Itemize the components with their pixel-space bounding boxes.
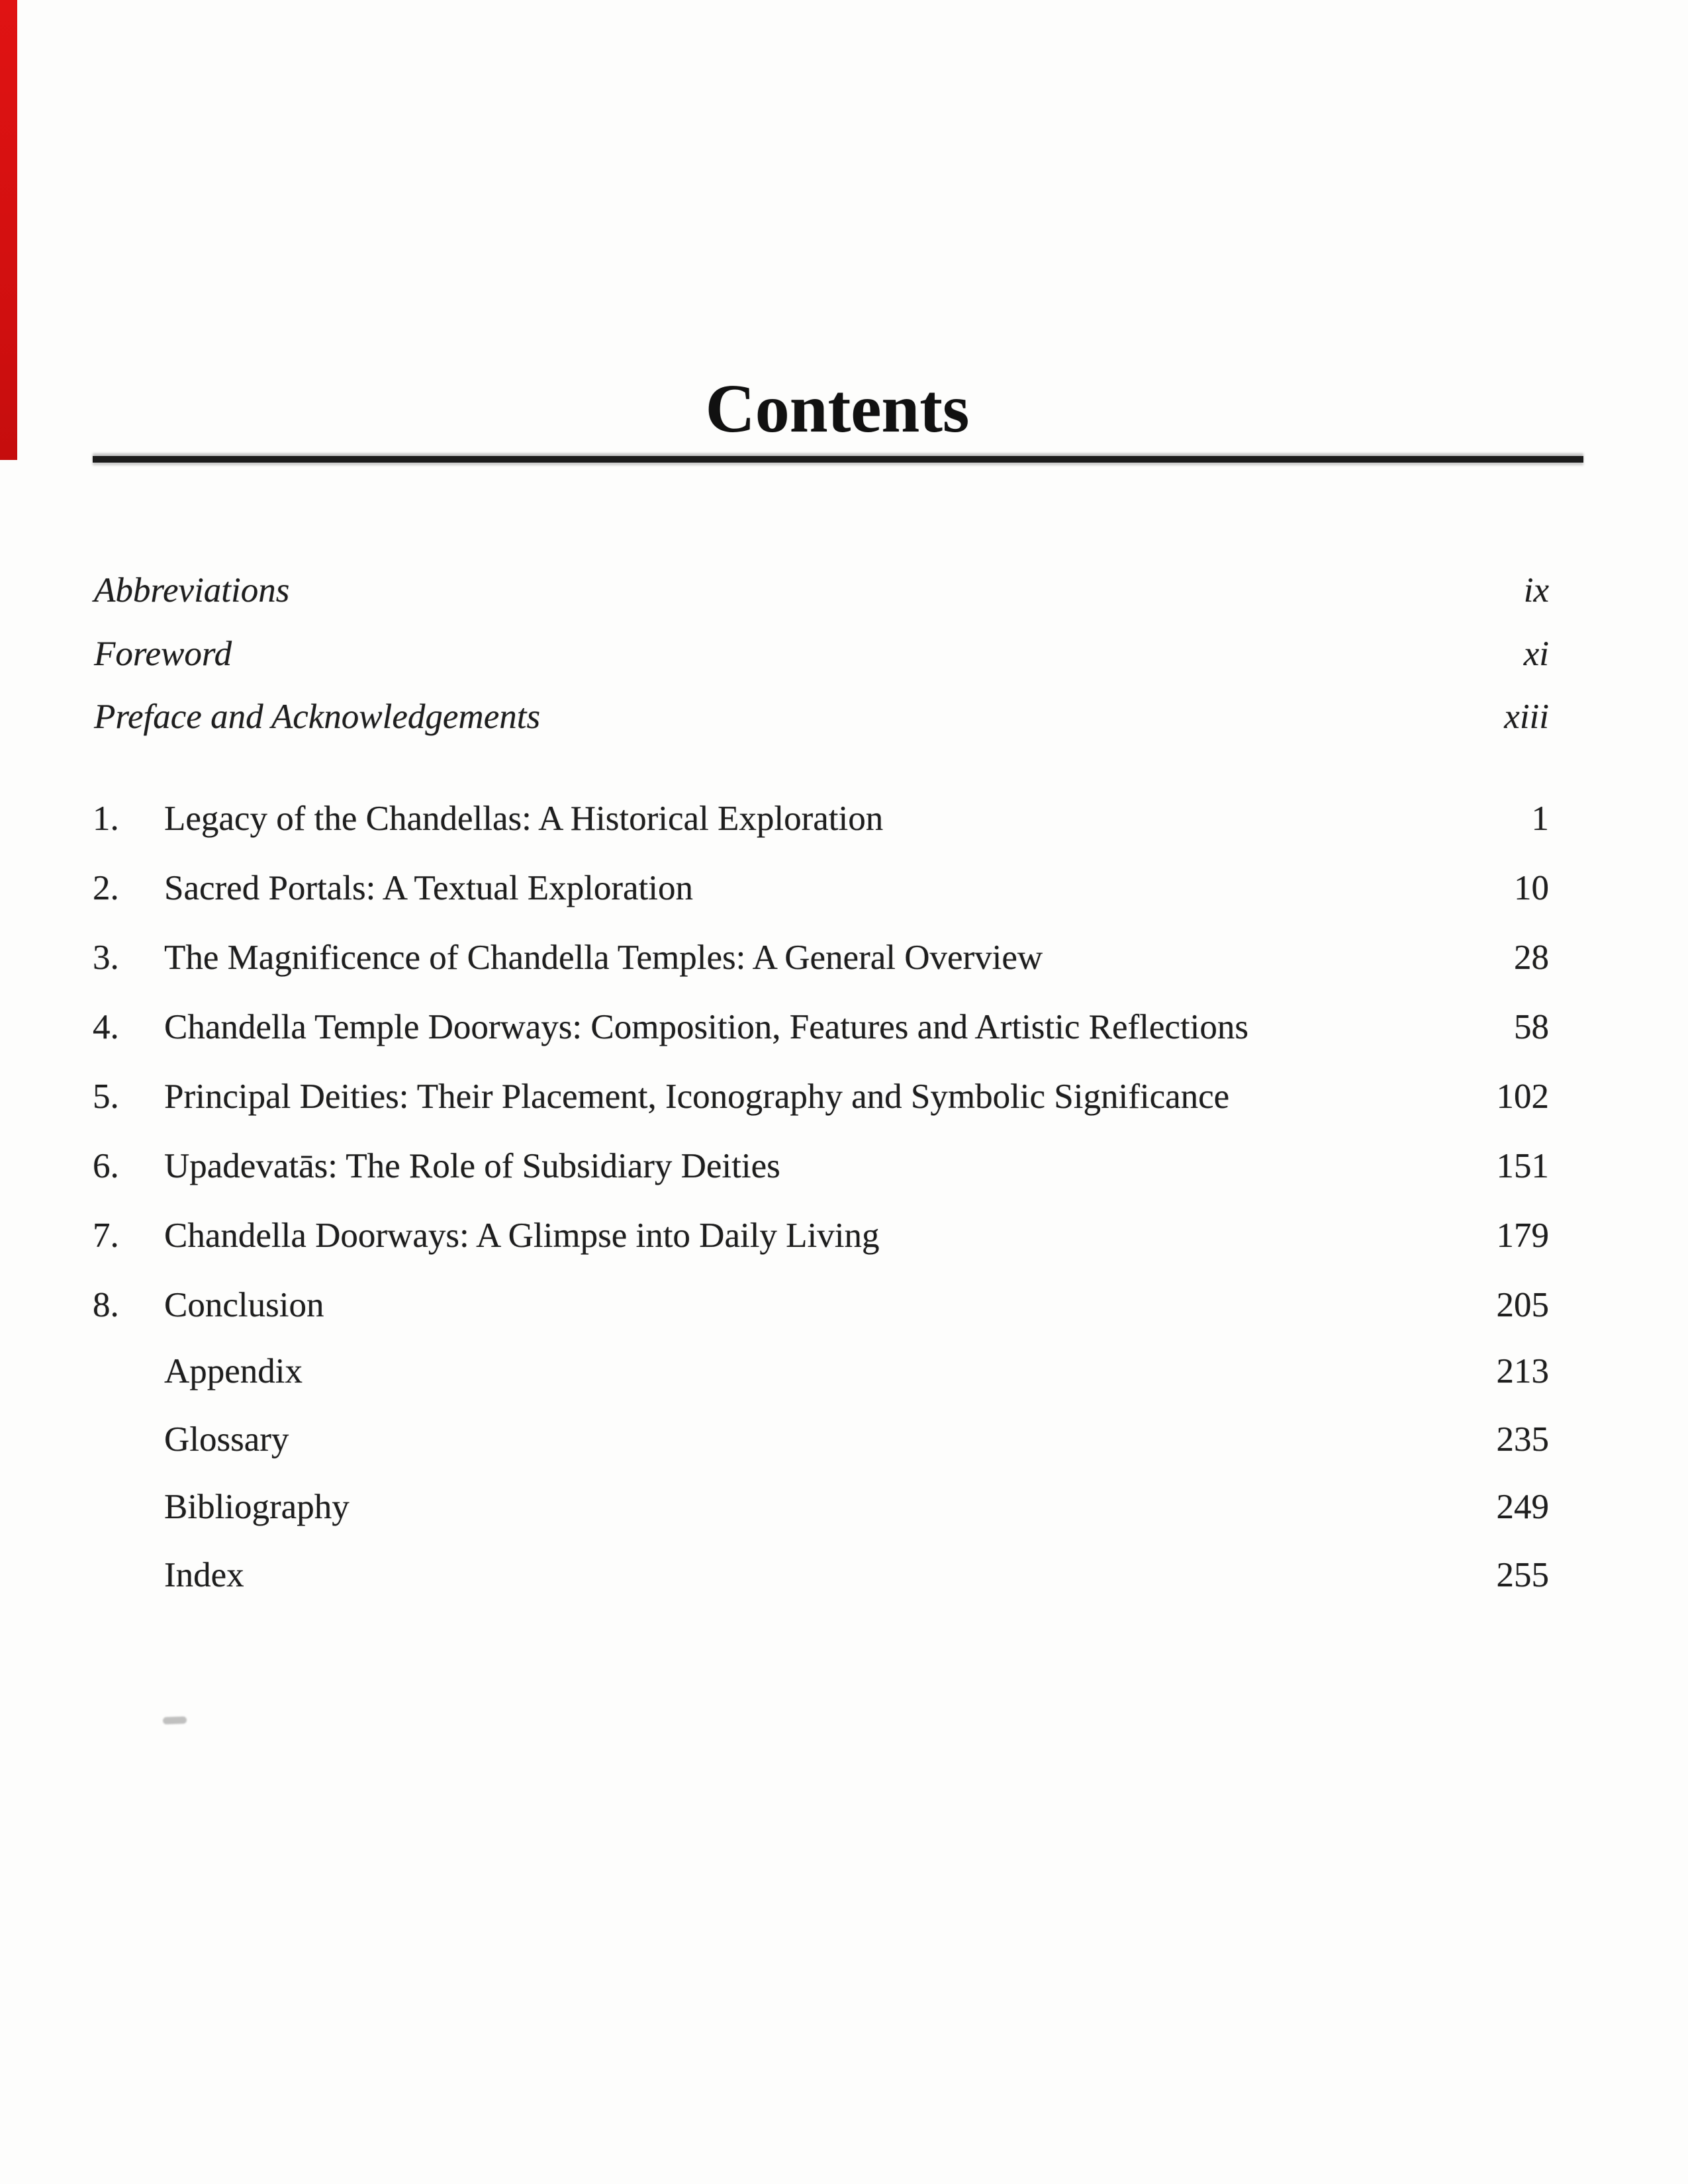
toc-chapter-number: 7. <box>93 1216 119 1255</box>
toc-page-number: 249 <box>1496 1488 1549 1526</box>
toc-row-chapter-3 <box>0 940 1688 988</box>
toc-chapter-number: 4. <box>93 1008 119 1046</box>
toc-entry-label: Chandella Doorways: A Glimpse into Daily Living <box>164 1216 880 1255</box>
toc-page-number: 179 <box>1496 1216 1549 1255</box>
toc-page-number: 58 <box>1514 1008 1549 1046</box>
contents-rule <box>93 456 1583 463</box>
toc-entry-label: Appendix <box>164 1352 303 1390</box>
toc-chapter-number: 5. <box>93 1077 119 1116</box>
toc-page-number: 102 <box>1496 1077 1549 1116</box>
toc-entry-label: The Magnificence of Chandella Temples: A General Overview <box>164 938 1043 977</box>
toc-page-number: 151 <box>1496 1147 1549 1185</box>
toc-chapter-number: 6. <box>93 1147 119 1185</box>
toc-page-number: 235 <box>1496 1420 1549 1459</box>
toc-row-preface <box>0 700 1688 747</box>
toc-page-number: 28 <box>1514 938 1549 977</box>
toc-row-chapter-5 <box>0 1079 1688 1127</box>
ink-smudge <box>163 1716 187 1724</box>
toc-page-number: xi <box>1523 635 1549 673</box>
toc-entry-label: Legacy of the Chandellas: A Historical Exploration <box>164 799 884 838</box>
toc-page-number: ix <box>1523 571 1549 610</box>
toc-row-chapter-7 <box>0 1218 1688 1266</box>
toc-row-glossary <box>0 1422 1688 1470</box>
toc-entry-label: Conclusion <box>164 1286 324 1324</box>
toc-page-number: 213 <box>1496 1352 1549 1390</box>
toc-row-chapter-6 <box>0 1149 1688 1197</box>
toc-entry-label: Glossary <box>164 1420 289 1459</box>
toc-entry-label: Abbreviations <box>94 571 290 610</box>
toc-chapter-number: 2. <box>93 869 119 907</box>
toc-page-number: 1 <box>1531 799 1549 838</box>
toc-row-chapter-8 <box>0 1288 1688 1336</box>
toc-page-number: xiii <box>1504 698 1549 736</box>
toc-entry-label: Index <box>164 1556 244 1594</box>
toc-entry-label: Chandella Temple Doorways: Composition, Features and Artistic Reflections <box>164 1008 1249 1046</box>
toc-entry-label: Sacred Portals: A Textual Exploration <box>164 869 694 907</box>
toc-page-number: 255 <box>1496 1556 1549 1594</box>
toc-row-chapter-1 <box>0 801 1688 849</box>
toc-entry-label: Bibliography <box>164 1488 350 1526</box>
page-title: Contents <box>705 371 970 447</box>
toc-row-abbreviations <box>0 573 1688 621</box>
toc-chapter-number: 8. <box>93 1286 119 1324</box>
toc-row-chapter-2 <box>0 871 1688 919</box>
toc-row-bibliography <box>0 1490 1688 1537</box>
toc-entry-label: Upadevatās: The Role of Subsidiary Deities <box>164 1147 780 1185</box>
toc-row-appendix <box>0 1354 1688 1402</box>
toc-entry-label: Foreword <box>94 635 232 673</box>
toc-row-chapter-4 <box>0 1010 1688 1058</box>
toc-entry-label: Preface and Acknowledgements <box>94 698 541 736</box>
toc-row-index <box>0 1558 1688 1606</box>
toc-page-number: 10 <box>1514 869 1549 907</box>
toc-row-foreword <box>0 637 1688 684</box>
toc-chapter-number: 1. <box>93 799 119 838</box>
toc-entry-label: Principal Deities: Their Placement, Iconography and Symbolic Significance <box>164 1077 1230 1116</box>
toc-page-number: 205 <box>1496 1286 1549 1324</box>
toc-chapter-number: 3. <box>93 938 119 977</box>
